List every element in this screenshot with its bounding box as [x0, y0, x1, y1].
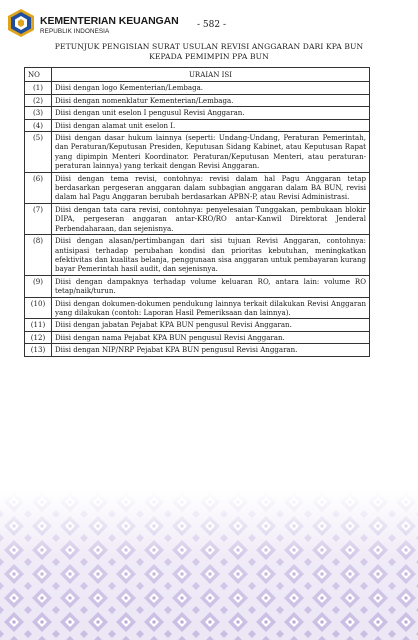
row-number: (5)	[25, 132, 52, 173]
org-subtitle: REPUBLIK INDONESIA	[40, 28, 110, 35]
instruction-table	[24, 67, 370, 357]
table-row	[25, 297, 370, 319]
ministry-logo-icon	[6, 8, 36, 38]
row-text: Diisi dengan jabatan Pejabat KPA BUN pengusul Revisi Anggaran.	[52, 319, 370, 331]
table-row	[25, 344, 370, 356]
row-text: Diisi dengan alamat unit eselon I.	[52, 119, 370, 131]
row-text: Diisi dengan tata cara revisi, contohnya: penyelesaian Tunggakan, pembukaan blokir DIPA, pergeseran anggaran antar-KRO/RO antar-Kanwil Direktorat Jenderal Perbendaharaan, dan sejenisnya.	[52, 203, 370, 234]
table-row	[25, 331, 370, 343]
row-number: (8)	[25, 235, 52, 276]
table-row	[25, 94, 370, 106]
document-title	[20, 42, 398, 62]
row-number: (7)	[25, 203, 52, 234]
row-text: Diisi dengan unit eselon I pengusul Revisi Anggaran.	[52, 107, 370, 119]
row-text: Diisi dengan alasan/pertimbangan dari sisi tujuan Revisi Anggaran, contohnya: antisipasi terhadap perubahan kondisi dan prioritas kebutuhan, meningkatkan efektivitas dan kualitas belanja, penggunaan sisa anggaran untuk pembayaran kurang bayar Pemerintah hasil audit, dan sejenisnya.	[52, 235, 370, 276]
decorative-footer-pattern	[0, 490, 418, 640]
row-text: Diisi dengan dasar hukum lainnya (seperti: Undang-Undang, Peraturan Pemerintah, dan Peraturan/Keputusan Presiden, Keputusan Sidang Kabinet, atau Keputusan Rapat yang dipimpin Menteri Koordinator. Peraturan/Keputusan Menteri, atau peraturan-peraturan lainnya) yang terkait dengan Revisi Anggaran.	[52, 132, 370, 173]
org-block	[40, 16, 179, 36]
row-number: (6)	[25, 172, 52, 203]
table-row	[25, 275, 370, 297]
row-number: (13)	[25, 344, 52, 356]
row-text: Diisi dengan dampaknya terhadap volume keluaran RO, antara lain: volume RO tetap/naik/turun.	[52, 275, 370, 297]
row-text: Diisi dengan nama Pejabat KPA BUN pengusul Revisi Anggaran.	[52, 331, 370, 343]
org-name: KEMENTERIAN KEUANGAN	[40, 15, 179, 27]
row-text: Diisi dengan logo Kementerian/Lembaga.	[52, 82, 370, 94]
title-line-1: PETUNJUK PENGISIAN SURAT USULAN REVISI ANGGARAN DARI KPA BUN	[54, 42, 364, 51]
title-line-2: KEPADA PEMIMPIN PPA BUN	[149, 52, 269, 61]
row-text: Diisi dengan NIP/NRP Pejabat KPA BUN pengusul Revisi Anggaran.	[52, 344, 370, 356]
table-header-row	[25, 68, 370, 82]
table-row	[25, 119, 370, 131]
page-number: - 582 -	[197, 20, 226, 30]
row-number: (9)	[25, 275, 52, 297]
row-text: Diisi dengan nomenklatur Kementerian/Lembaga.	[52, 94, 370, 106]
table-row	[25, 107, 370, 119]
row-number: (11)	[25, 319, 52, 331]
table-row	[25, 319, 370, 331]
row-number: (4)	[25, 119, 52, 131]
column-header-no: NO	[25, 68, 52, 82]
table-row	[25, 82, 370, 94]
column-header-uraian: URAIAN ISI	[52, 68, 370, 82]
row-text: Diisi dengan tema revisi, contohnya: revisi dalam hal Pagu Anggaran tetap berdasarkan pergeseran anggaran dalam subbagian anggaran dalam BA BUN, revisi dalam hal Pagu Anggaran berubah berdasarkan APBN-P, atau Revisi Administrasi.	[52, 172, 370, 203]
table-row	[25, 172, 370, 203]
row-number: (10)	[25, 297, 52, 319]
row-text: Diisi dengan dokumen-dokumen pendukung lainnya terkait dilakukan Revisi Anggaran yang dilakukan (contoh: Laporan Hasil Pemeriksaan dan lainnya).	[52, 297, 370, 319]
table-row	[25, 132, 370, 173]
table-row	[25, 235, 370, 276]
row-number: (3)	[25, 107, 52, 119]
row-number: (1)	[25, 82, 52, 94]
row-number: (2)	[25, 94, 52, 106]
table-row	[25, 203, 370, 234]
row-number: (12)	[25, 331, 52, 343]
